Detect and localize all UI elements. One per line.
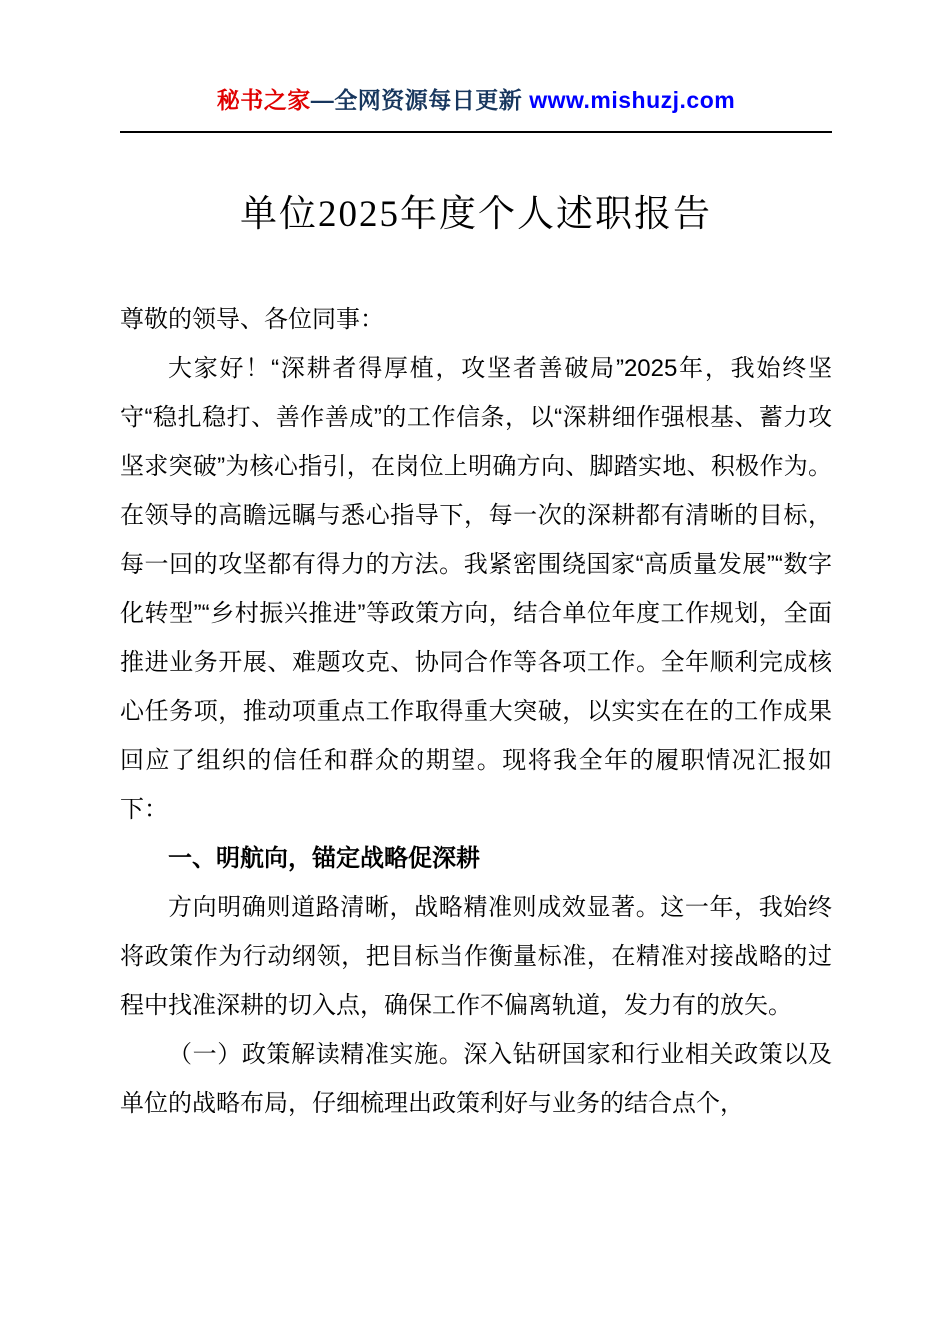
paragraph-policy: （一）政策解读精准实施。深入钻研国家和行业相关政策以及单位的战略布局，仔细梳理出政策利好与业务的结合点个， [120,1041,832,1117]
document-body [120,295,832,1128]
site-url-link[interactable]: www.mishuzj.com [529,87,736,113]
paragraph-opening: 大家好！“深耕者得厚植，攻坚者善破局”2025年，我始终坚守“稳扎稳打、善作善成”的工作信条，以“深耕细作强根基、蓄力攻坚求突破”为核心指引，在岗位上明确方向、脚踏实地、积极作为。在领导的高瞻远瞩与悉心指导下，每一次的深耕都有清晰的目标，每一回的攻坚都有得力的方法。我紧密围绕国家“高质量发展”“数字化转型”“乡村振兴推进”等政策方向，结合单位年度工作规划，全面推进业务开展、难题攻克、协同合作等各项工作。全年顺利完成核心任务项，推动项重点工作取得重大突破，以实实在在的工作成果回应了组织的信任和群众的期望。现将我全年的履职情况汇报如下： [120,355,832,823]
site-brand: 秘书之家 [216,87,311,113]
salutation-line: 尊敬的领导、各位同事： [120,306,384,333]
section-heading: 一、明航向，锚定战略促深耕 [168,845,480,872]
site-tagline: —全网资源每日更新 [310,87,530,113]
document-title: 单位2025年度个人述职报告 [240,194,712,235]
header-divider [120,131,832,133]
site-header [120,82,832,115]
paragraph-strategy: 方向明确则道路清晰，战略精准则成效显著。这一年，我始终将政策作为行动纲领，把目标当作衡量标准，在精准对接战略的过程中找准深耕的切入点，确保工作不偏离轨道，发力有的放矢。 [120,894,832,1019]
